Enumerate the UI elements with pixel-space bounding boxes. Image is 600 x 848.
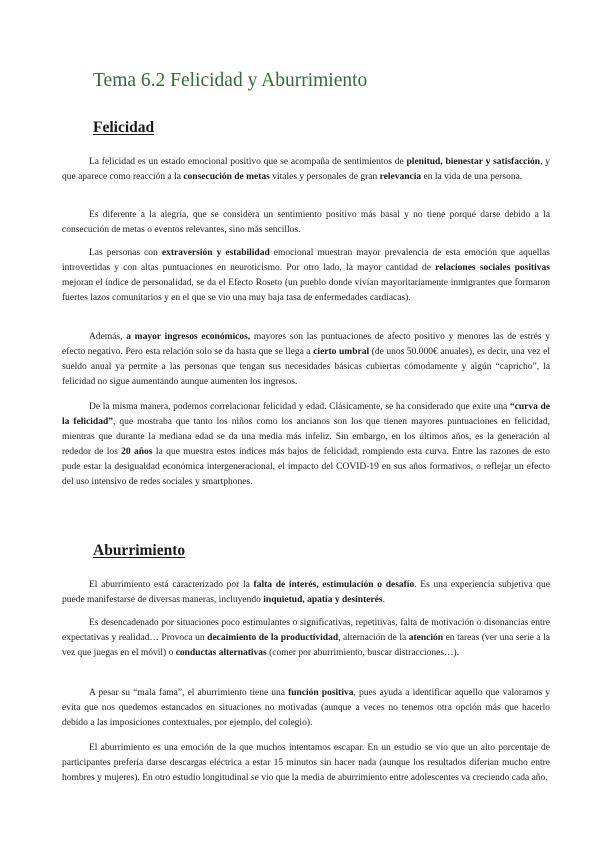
- paragraph: [62, 155, 550, 185]
- paragraph: [62, 616, 550, 661]
- text-run: mejoran el índice de personalidad, se da el Efecto Roseto (un pueblo donde vivían mayoritariamente inmigrantes que formaron fuertes lazos comunitarios y en el que se vio una muy baja tasa de enfermedades cardíacas).: [62, 278, 550, 303]
- text-run: Además,: [89, 332, 127, 342]
- bold-text: plenitud, bienestar y satisfacción: [406, 157, 541, 167]
- bold-text: a mayor ingresos económicos,: [126, 332, 251, 342]
- text-run: A pesar su “mala fama”, el aburrimiento tiene una: [89, 688, 289, 698]
- text-run: (comer por aburrimiento, buscar distracciones…).: [266, 648, 460, 658]
- text-run: (de unos 50.000€ anuales), es decir, una vez el sueldo anual ya permite a las personas que tengan sus necesidades básicas cubiertas cómodamente y algún “capricho”, la felicidad no sigue aumentando aunque aumenten los ingresos.: [62, 347, 550, 387]
- paragraph: [62, 246, 550, 306]
- bold-text: falta de interés, estimulación o desafío: [253, 580, 415, 590]
- text-run: La felicidad es un estado emocional positivo que se acompaña de sentimientos de: [89, 157, 407, 167]
- bold-text: extraversión y estabilidad: [161, 248, 270, 258]
- text-run: Es desencadenado por situaciones poco estimulantes o significativas, repetitivas, falta de motivación o disonancias entre expectativas y realidad… Provoca un: [62, 618, 550, 643]
- text-run: De la misma manera, podemos correlacionar felicidad y edad. Clásicamente, se ha considerado que exite una: [89, 402, 510, 412]
- bold-text: inquietud, apatía y desinterés: [263, 595, 383, 605]
- bold-text: “curva de la felicidad”: [62, 402, 551, 427]
- bold-text: atención: [408, 633, 444, 643]
- paragraph: [62, 741, 550, 786]
- text-run: Es diferente a la alegría, que se considera un sentimiento positivo más basal y no tiene porqué darse debido a la consecución de metas o eventos relevantes, sino más sencillos.: [62, 210, 550, 235]
- bold-text: función positiva: [288, 688, 354, 698]
- text-run: , y que aparece como reacción a la: [62, 157, 550, 182]
- section-heading-aburrimiento: Aburrimiento: [93, 542, 186, 559]
- bold-text: 20 años: [121, 447, 153, 457]
- paragraph: [62, 330, 550, 390]
- bold-text: relaciones sociales positivas: [435, 263, 550, 273]
- text-run: El aburrimiento está caracterizado por la: [89, 580, 254, 590]
- text-run: en tareas (ver una serie a la vez que juegas en el móvil) o: [62, 633, 551, 658]
- text-run: vitales y personales de gran: [269, 172, 380, 182]
- text-run: mayores son las puntuaciones de afecto positivo y menores las de estrés y efecto negativo. Pero esta relación solo se da hasta que se llega a: [62, 332, 550, 357]
- document-title: Tema 6.2 Felicidad y Aburrimiento: [93, 70, 368, 91]
- text-run: Las personas con: [89, 248, 162, 258]
- text-run: , pues ayuda a identificar aquello que valoramos y evita que nos quedemos estancados en situaciones no motivadas (aunque a veces no tenemos otra opción más que hacerlo debido a las imposiciones contextuales, por ejemplo, del colegio).: [62, 688, 550, 728]
- bold-text: conductas alternativas: [175, 648, 267, 658]
- text-run: en la vida de una persona.: [421, 172, 523, 182]
- text-run: .: [382, 595, 385, 605]
- paragraph: [62, 208, 550, 238]
- bold-text: decaimiento de la productividad: [207, 633, 339, 643]
- bold-text: cierto umbral: [313, 347, 370, 357]
- paragraph: [62, 578, 550, 608]
- text-run: emocional muestran mayor prevalencia de esta emoción que aquellas introvertidas y con altas puntuaciones en neuroticismo. Por otro lado, la mayor cantidad de: [62, 248, 550, 273]
- text-run: , alternación de la: [338, 633, 409, 643]
- bold-text: consecución de metas: [183, 172, 270, 182]
- text-run: la que muestra estos índices más bajos de felicidad, rompiendo esta curva. Entre las razones de esto pude estar la desigualdad económica intergeneracional, el impacto del COVID-19 en sus años formativos, o reflejar un efecto del uso intensivo de redes sociales y smartphones.: [62, 447, 550, 487]
- text-run: , que mostraba que tanto los niños como los ancianos son los que tienen mayores puntuaciones en felicidad, mientras que durante la mediana edad se da una media más infeliz. Sin embargo, en los últimos años, es la generación al rededor de los: [62, 417, 550, 457]
- section-heading-felicidad: Felicidad: [93, 119, 155, 136]
- text-run: El aburrimiento es una emoción de la que muchos intentamos escapar. En un estudio se vio que un alto porcentaje de participantes prefería darse descargas eléctrica a estar 15 minutos sin hacer nada (aunque los resultados diferían mucho entre hombres y mujeres). En otro estudio longitudinal se vio que la media de aburrimiento entre adolescentes va creciendo cada año.: [62, 743, 550, 783]
- paragraph: [62, 400, 550, 490]
- bold-text: relevancia: [379, 172, 422, 182]
- paragraph: [62, 686, 550, 731]
- text-run: . Es una experiencia subjetiva que puede manifestarse de diversas maneras, incluyendo: [62, 580, 551, 605]
